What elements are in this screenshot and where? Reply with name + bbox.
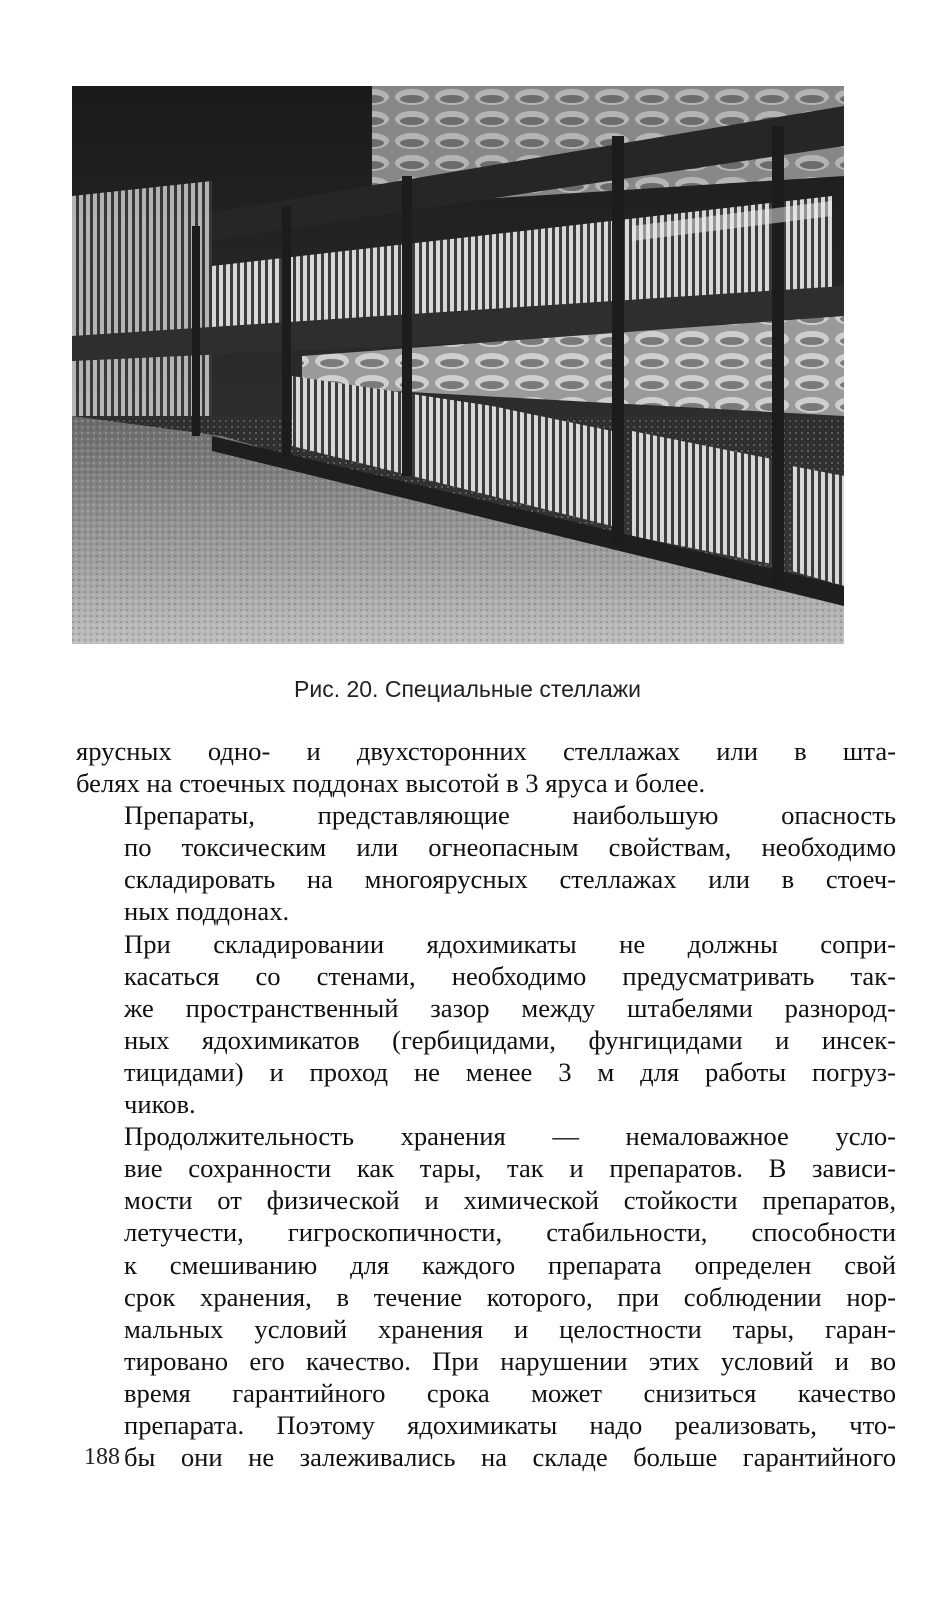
page-number: 188 <box>84 1444 120 1470</box>
text-line: касаться со стенами, необходимо предусматривать так- <box>124 960 896 991</box>
text-line: препарата. Поэтому ядохимикаты надо реализовать, что- <box>124 1409 896 1440</box>
paragraph-2 <box>76 799 896 927</box>
text-line: белях на стоечных поддонах высотой в 3 яруса и более. <box>76 768 706 799</box>
text-line: ных поддонах. <box>124 896 290 927</box>
text-line: летучести, гигроскопичности, стабильности, способности <box>124 1217 896 1248</box>
text-line: При складировании ядохимикаты не должны сопри- <box>124 928 896 959</box>
paragraph-3 <box>76 928 896 1121</box>
shelving-photo-illustration <box>72 86 844 644</box>
figure-photo <box>72 86 844 644</box>
text-line: Препараты, представляющие наибольшую опасность <box>124 800 896 831</box>
text-line: мости от физической и химической стойкости препаратов, <box>124 1185 896 1216</box>
body-text <box>76 735 896 1473</box>
text-line: по токсическим или огнеопасным свойствам, необходимо <box>124 832 896 863</box>
text-line: тицидами) и проход не менее 3 м для работы погруз- <box>124 1056 896 1087</box>
text-line: Продолжительность хранения — немаловажное усло- <box>124 1121 896 1152</box>
text-line: ярусных одно- и двухсторонних стеллажах или в шта- <box>76 736 896 766</box>
text-line: чиков. <box>124 1089 196 1120</box>
text-line: же пространственный зазор между штабелями разнород- <box>124 992 896 1023</box>
text-line: мальных условий хранения и целостности тары, гаран- <box>124 1313 896 1344</box>
text-line: бы они не залеживались на складе больше гарантийного <box>124 1442 896 1473</box>
text-line: к смешиванию для каждого препарата определен свой <box>124 1249 896 1280</box>
text-line: складировать на многоярусных стеллажах или в стоеч- <box>124 864 896 895</box>
text-line: срок хранения, в течение которого, при соблюдении нор- <box>124 1281 896 1312</box>
text-line: тировано его качество. При нарушении этих условий и во <box>124 1345 896 1376</box>
text-line: ных ядохимикатов (гербицидами, фунгицидами и инсек- <box>124 1024 896 1055</box>
paragraph-4 <box>76 1120 896 1473</box>
paragraph-1 <box>76 735 896 799</box>
text-line: время гарантийного срока может снизиться качество <box>124 1377 896 1408</box>
figure-caption: Рис. 20. Специальные стеллажи <box>294 676 641 702</box>
text-line: вие сохранности как тары, так и препаратов. В зависи- <box>124 1153 896 1184</box>
